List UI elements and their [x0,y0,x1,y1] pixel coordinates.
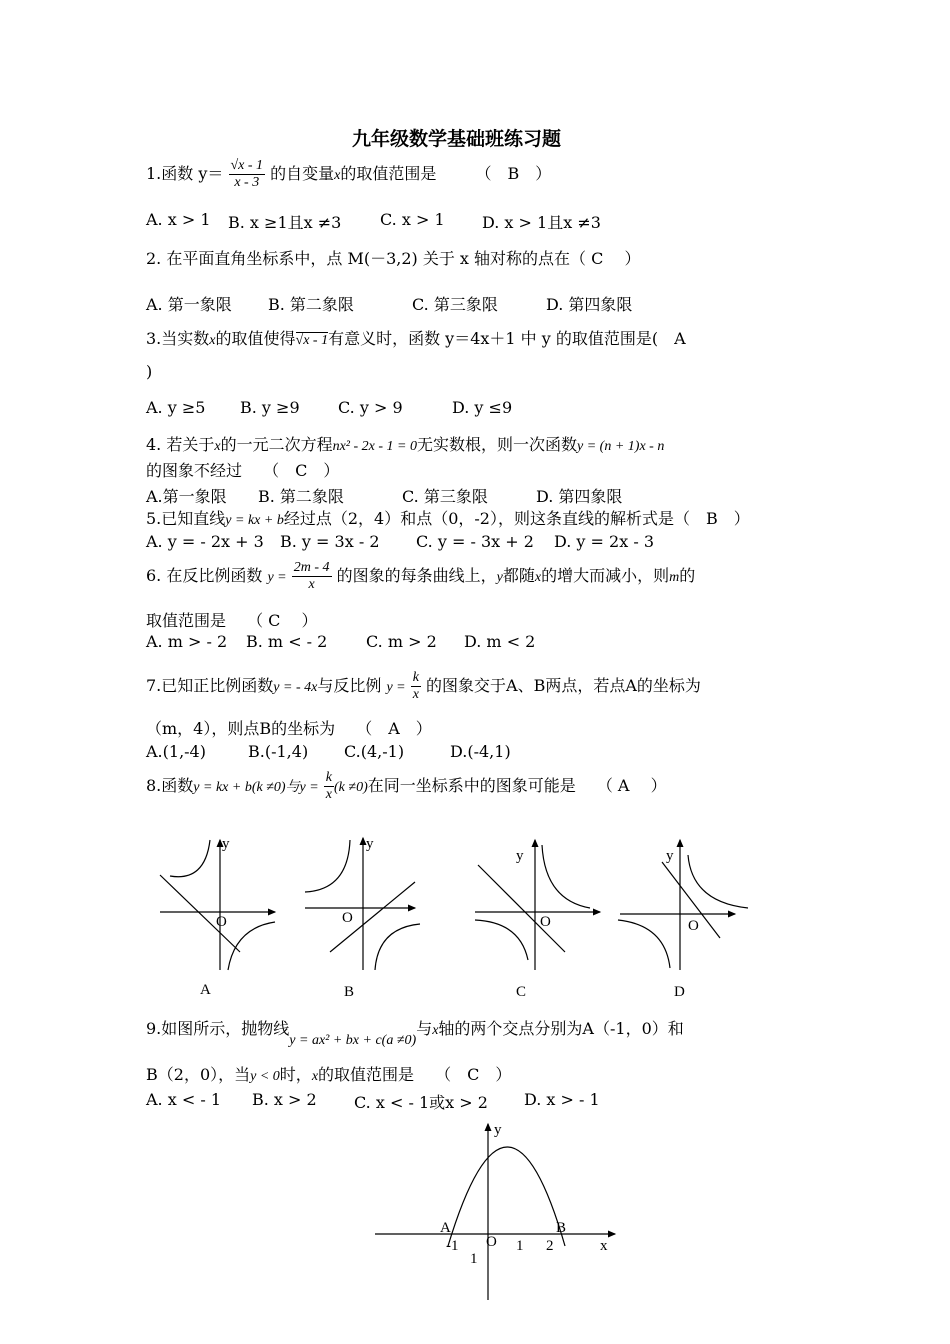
q5-option-a: A. y = - 2x + 3 [146,532,264,551]
question-9: 9.如图所示，抛物线y = ax² + bx + c(a ≠0)与x轴的两个交点分别为A（-1，0）和 [146,1019,684,1048]
q7-option-c: C.(4,-1) [344,742,405,761]
q9-option-c: C. x < - 1或x > 2 [354,1093,488,1112]
q9-option-a: A. x < - 1 [146,1090,221,1109]
graph-b-y-label: y [366,836,374,852]
question-8: 8.函数y = kx + b(k ≠0)与y = $\frac{k}{x}$ (k ≠0)在同一坐标系中的图象可能是 （ A ） [146,770,667,802]
graph-b-origin: O [342,910,353,926]
fig-tick-1: 1 [516,1238,524,1254]
q2-option-b: B. 第二象限 [268,295,354,314]
graph-d-y-label: y [666,848,674,864]
q7-option-d: D.(-4,1) [450,742,511,761]
q4-option-d: D. 第四象限 [536,487,623,506]
fig-tick-one: 1 [470,1251,478,1267]
q4-option-b: B. 第二象限 [258,487,344,506]
q3-option-c: C. y > 9 [338,398,403,417]
q1-option-a: A. x > 1 [146,210,211,229]
q2-option-c: C. 第三象限 [412,295,498,314]
question-5: 5.已知直线y = kx + b经过点（2，4）和点（0，-2），则这条直线的解析式是（ B ） [146,509,750,528]
fig-x-label: x [600,1238,608,1254]
question-3: 3.当实数x的取值使得√x - 1有意义时，函数 y＝4x＋1 中 y 的取值范围是( A [146,329,686,348]
graph-a-label: A [200,982,211,998]
q3-option-b: B. y ≥9 [240,398,300,417]
question-4: 4. 若关于x的一元二次方程nx² - 2x - 1 = 0无实数根，则一次函数y = (n + 1)x - n [146,435,665,454]
fig-origin: O [486,1234,497,1250]
graph-c-y-label: y [516,848,524,864]
q4-option-c: C. 第三象限 [402,487,488,506]
q1-option-c: C. x > 1 [380,210,445,229]
graph-c [475,840,600,970]
question-1: 1.函数 y＝ $\frac{√x - 1}{x - 3}$ 的自变量x的取值范围是 （ B ） [146,158,552,190]
graph-a-y-label: y [222,836,230,852]
q4-option-a: A.第一象限 [146,487,227,506]
graph-d-label: D [674,984,685,1000]
q7-line2: （m，4），则点B的坐标为 （ A ） [146,719,432,738]
parabola [448,1147,565,1246]
q8-graphs [150,830,760,1005]
question-6: 6. 在反比例函数 y = $\frac{2m - 4}{x}$ 的图象的每条曲线上，y都随x的增大而减小，则m的 [146,560,696,592]
q6-line2: 取值范围是 （ C ） [146,611,318,630]
q6-option-a: A. m > - 2 [146,632,228,651]
fig-tick-2: 2 [546,1238,554,1254]
fig-tick-neg1: -1 [446,1238,459,1254]
q1-option-b: B. x ≥1且x ≠3 [228,213,342,232]
graph-b [305,838,420,970]
q6-option-b: B. m < - 2 [246,632,328,651]
q8-fraction: $\frac{k}{x}$ [325,770,333,802]
q7-option-b: B.(-1,4) [248,742,309,761]
q3-option-d: D. y ≤9 [452,398,513,417]
q1-fraction: $\frac{√x - 1}{x - 3}$ [230,158,264,190]
page-title: 九年级数学基础班练习题 [352,128,562,150]
q6-option-d: D. m < 2 [464,632,536,651]
graph-c-origin: O [540,914,551,930]
question-2: 2. 在平面直角坐标系中，点 M(－3,2) 关于 x 轴对称的点在（ C ） [146,249,641,268]
fig-point-a: A [440,1220,451,1236]
q5-option-b: B. y = 3x - 2 [280,532,380,551]
q6-option-c: C. m > 2 [366,632,437,651]
q2-option-a: A. 第一象限 [146,295,232,314]
graph-d-origin: O [688,918,699,934]
q4-line2: 的图象不经过 （ C ） [146,461,340,480]
q3-line2: ) [146,362,153,381]
q6-fraction: $\frac{2m - 4}{x}$ [293,560,330,592]
graph-d [618,840,748,970]
fig-point-b: B [556,1220,567,1236]
q1-answer: （ B ） [475,164,552,183]
fig-y-label: y [494,1122,502,1138]
q3-option-a: A. y ≥5 [146,398,206,417]
graph-b-label: B [344,984,355,1000]
q9-line2: B（2，0），当y < 0时，x的取值范围是 （ C ） [146,1065,512,1084]
q7-option-a: A.(1,-4) [146,742,206,761]
q1-option-d: D. x > 1且x ≠3 [482,213,601,232]
question-7: 7.已知正比例函数y = - 4x与反比例 y = $\frac{k}{x}$ 的图象交于A、B两点，若点A的坐标为 [146,670,701,702]
q2-option-d: D. 第四象限 [546,295,633,314]
q9-option-d: D. x > - 1 [524,1090,600,1109]
q9-parabola-figure [370,1118,630,1303]
q7-fraction: $\frac{k}{x}$ [412,670,419,702]
graph-a [160,840,275,970]
q5-option-d: D. y = 2x - 3 [554,532,655,551]
graph-c-label: C [516,984,527,1000]
q5-option-c: C. y = - 3x + 2 [416,532,534,551]
q1-stem: 1.函数 y＝ [146,164,224,183]
graph-a-origin: O [216,914,227,930]
q9-option-b: B. x > 2 [252,1090,317,1109]
